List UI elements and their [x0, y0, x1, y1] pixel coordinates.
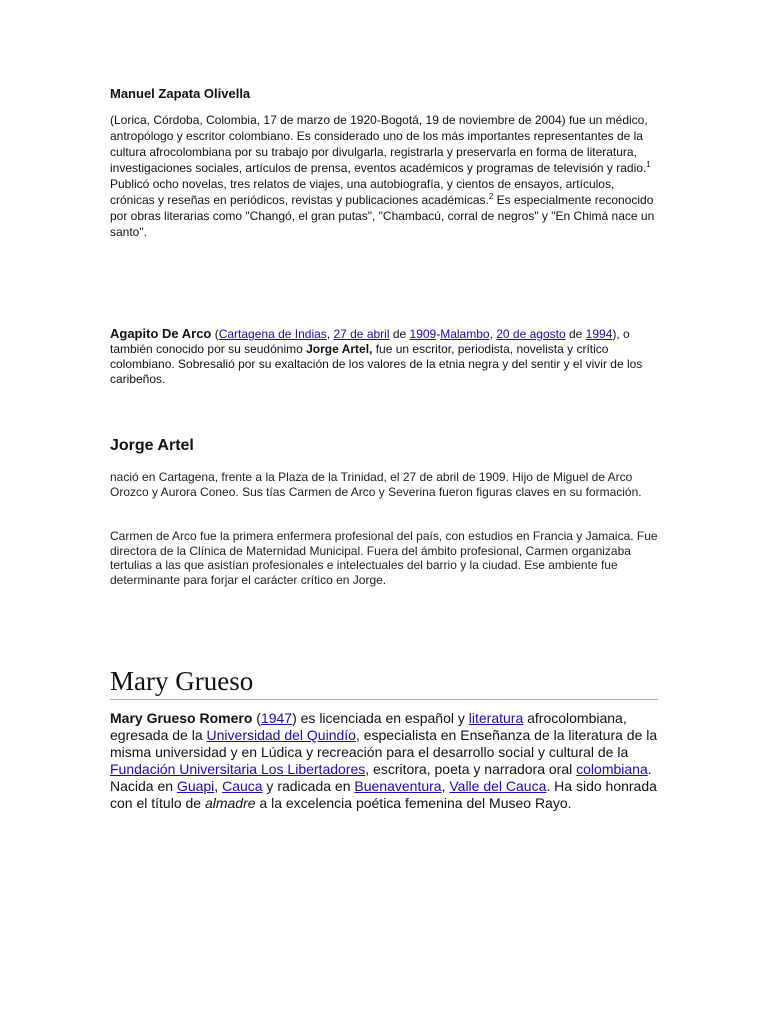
mary-text: , especialista en Enseñanza de la literatura de la misma universidad y en Lúdica y recreación para el desarrollo social y cultural de la	[110, 727, 658, 760]
agapito-text: (	[211, 327, 219, 341]
manuel-paragraph	[110, 112, 660, 240]
mary-text: afrocolombiana, egresada de la	[110, 710, 627, 743]
link-colombiana[interactable]: colombiana	[576, 761, 648, 777]
agapito-paragraph	[110, 326, 660, 387]
mary-text: , escritora, poeta y narradora oral	[365, 761, 577, 777]
manuel-text-2: Publicó ocho novelas, tres relatos de viajes, una autobiografía, y cientos de ensayos, artículos, crónicas y reseñas en periódicos, revistas y publicaciones académicas.	[110, 177, 615, 207]
link-20-agosto[interactable]: 20 de agosto	[496, 327, 566, 341]
agapito-text: -	[436, 327, 441, 341]
link-1994[interactable]: 1994	[585, 327, 613, 341]
mary-text: . Ha sido honrada con el título de	[110, 778, 657, 811]
agapito-text: ), o también conocido por su seudónimo	[110, 327, 630, 356]
agapito-text: ,	[326, 327, 334, 341]
link-cauca[interactable]: Cauca	[222, 778, 263, 794]
jorge-paragraph-2: Carmen de Arco fue la primera enfermera profesional del país, con estudios en Francia y Jamaica. Fue directora de la Clínica de Maternidad Municipal. Fuera del ámbito profesional, Carmen organizaba tertulias a las que asistían profesionales e intelectuales del barrio y la ciudad. Ese ambiente fue determinante para forjar el carácter crítico en Jorge.	[110, 529, 658, 587]
agapito-pseudonym: Jorge Artel,	[306, 342, 373, 356]
link-1909[interactable]: 1909	[409, 327, 437, 341]
link-literatura[interactable]: literatura	[468, 710, 524, 726]
mary-text: y radicada en	[262, 778, 355, 794]
mary-text: ) es licenciada en español y	[292, 710, 469, 726]
manuel-title: Manuel Zapata Olivella	[110, 86, 251, 101]
agapito-name: Agapito De Arco	[110, 326, 212, 341]
manuel-ref-2: 2	[488, 192, 494, 201]
mary-text: . Nacida en	[110, 761, 652, 794]
mary-text: ,	[214, 778, 223, 794]
manuel-text-1: (Lorica, Córdoba, Colombia, 17 de marzo de 1920-Bogotá, 19 de noviembre de 2004) fue un médico, antropólogo y escritor colombiano. Es considerado uno de los más importantes representantes de la cultura afrocolombiana por su trabajo por divulgarla, registrarla y preservarla en forma de literatura, investigaciones sociales, artículos de prensa, eventos académicos y programas de televisión y radio.	[110, 113, 648, 175]
agapito-text: ,	[489, 327, 497, 341]
link-universidad-quindio[interactable]: Universidad del Quindío	[206, 727, 356, 743]
mary-almadre: almadre	[204, 795, 256, 811]
manuel-text-3: Es especialmente reconocido por obras literarias como "Changó, el gran putas", "Chambacú, corral de negros" y "En Chimá nace un santo".	[110, 193, 655, 239]
link-1947[interactable]: 1947	[260, 710, 293, 726]
link-valle-del-cauca[interactable]: Valle del Cauca	[449, 778, 547, 794]
link-buenaventura[interactable]: Buenaventura	[354, 778, 442, 794]
agapito-text: de	[565, 327, 586, 341]
mary-text: a la excelencia poética femenina del Museo Rayo.	[255, 795, 572, 811]
agapito-text: de	[389, 327, 410, 341]
mary-paragraph	[110, 710, 660, 812]
mary-name: Mary Grueso Romero	[110, 710, 253, 726]
mary-text: (	[252, 710, 261, 726]
jorge-paragraph-1: nació en Cartagena, frente a la Plaza de la Trinidad, el 27 de abril de 1909. Hijo de Miguel de Arco Orozco y Aurora Coneo. Sus tías Carmen de Arco y Severina fueron figuras claves en su formación.	[110, 470, 642, 499]
link-guapi[interactable]: Guapi	[176, 778, 215, 794]
agapito-text: fue un escritor, periodista, novelista y crítico colombiano. Sobresalió por su exaltación de los valores de la etnia negra y del sentir y el vivir de los caribeños.	[110, 342, 643, 386]
link-malambo[interactable]: Malambo	[440, 327, 490, 341]
link-cartagena[interactable]: Cartagena de Indias	[218, 327, 327, 341]
link-fundacion-libertadores[interactable]: Fundación Universitaria Los Libertadores	[110, 761, 366, 777]
mary-text: ,	[441, 778, 450, 794]
jorge-title: Jorge Artel	[110, 437, 194, 454]
mary-title: Mary Grueso	[110, 666, 658, 700]
manuel-ref-1: 1	[646, 160, 651, 169]
link-27-abril[interactable]: 27 de abril	[333, 327, 390, 341]
